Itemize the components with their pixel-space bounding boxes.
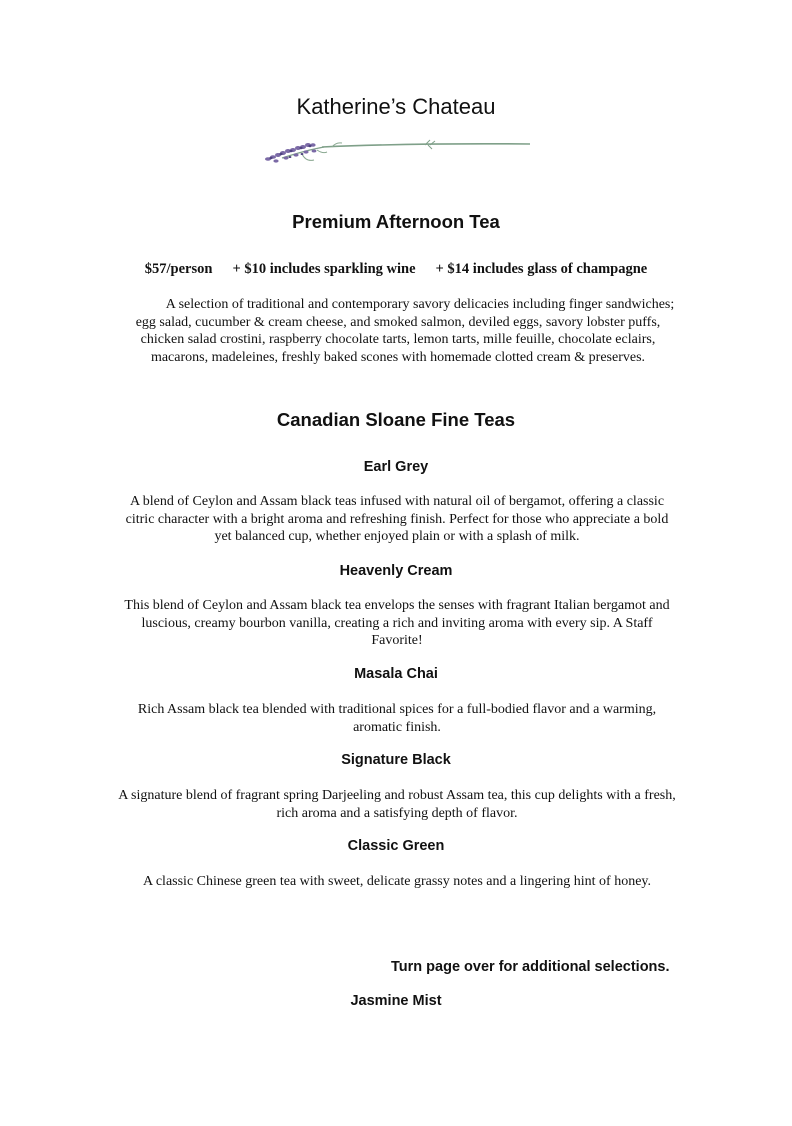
afternoon-tea-description-text: A selection of traditional and contemporary savory delicacies including finger sandwiches; egg salad, cucumber & cream cheese, and smoked salmon, deviled eggs, savory lobster puffs, chicken salad crostini, raspberry chocolate tarts, lemon tarts, mille feuille, chocolate eclairs, macarons, madeleines, freshly baked scones with homemade clotted cream & preserves.	[135, 297, 675, 365]
pricing-line	[0, 261, 792, 278]
tea-description-masala-chai: Rich Assam black tea blended with traditional spices for a full-bodied flavor and a warming, aromatic finish.	[137, 702, 657, 735]
tea-name-masala-chai: Masala Chai	[354, 666, 438, 682]
afternoon-tea-description	[118, 296, 678, 366]
tea-name-classic-green: Classic Green	[347, 838, 445, 854]
tea-name-signature-black: Signature Black	[341, 752, 451, 768]
tea-name-jasmine-mist: Jasmine Mist	[350, 993, 442, 1009]
fine-teas-title: Canadian Sloane Fine Teas	[276, 409, 516, 430]
tea-description-classic-green: A classic Chinese green tea with sweet, delicate grassy notes and a lingering hint of honey.	[143, 874, 651, 889]
lavender-sprig-icon	[262, 136, 532, 168]
afternoon-tea-title: Premium Afternoon Tea	[292, 211, 500, 232]
sparkling-wine-option: + $10 includes sparkling wine	[232, 261, 416, 277]
price-per-person: $57/person	[144, 261, 213, 277]
tea-description-heavenly-cream: This blend of Ceylon and Assam black tea envelops the senses with fragrant Italian bergamot and luscious, creamy bourbon vanilla, creating a rich and inviting aroma with every sip. A Staff Favorite!	[124, 598, 670, 648]
tea-description-signature-black: A signature blend of fragrant spring Darjeeling and robust Assam tea, this cup delights with a fresh, rich aroma and a satisfying depth of flavor.	[118, 788, 676, 821]
champagne-option: + $14 includes glass of champagne	[435, 261, 648, 277]
turn-page-note: Turn page over for additional selections.	[391, 959, 670, 975]
tea-name-earl-grey: Earl Grey	[363, 459, 429, 475]
tea-name-heavenly-cream: Heavenly Cream	[339, 563, 453, 579]
tea-description-earl-grey: A blend of Ceylon and Assam black teas infused with natural oil of bergamot, offering a classic citric character with a bright aroma and refreshing finish. Perfect for those who appreciate a bold yet balanced cup, whether enjoyed plain or with a splash of milk.	[125, 494, 669, 544]
restaurant-name: Katherine’s Chateau	[296, 94, 496, 119]
